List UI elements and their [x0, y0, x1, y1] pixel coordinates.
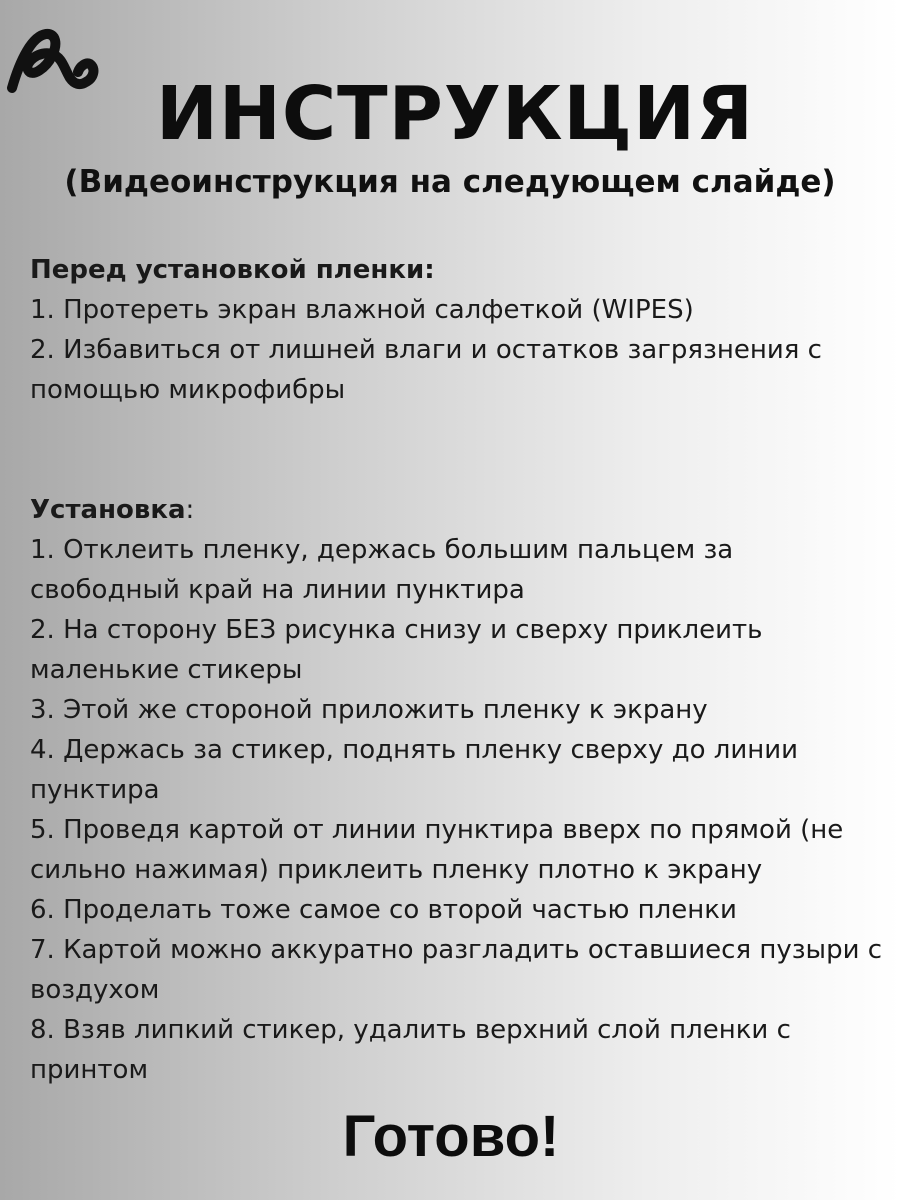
- section-spacer: [30, 410, 890, 490]
- page-subtitle: (Видеоинструкция на следующем слайде): [64, 164, 836, 200]
- installation-heading: [30, 490, 890, 530]
- before-installation-section: [30, 250, 890, 410]
- install-step-8: 8. Взяв липкий стикер, удалить верхний слой пленки с принтом: [30, 1015, 791, 1085]
- install-step-1: 1. Отклеить пленку, держась большим пальцем за свободный край на линии пунктира: [30, 535, 734, 605]
- done-label: Готово!: [342, 1104, 560, 1169]
- before-installation-heading: Перед установкой пленки:: [30, 255, 435, 285]
- page-title: ИНСТРУКЦИЯ: [156, 71, 754, 157]
- install-step-2: 2. На сторону БЕЗ рисунка снизу и сверху приклеить маленькие стикеры: [30, 615, 763, 685]
- install-step-3: 3. Этой же стороной приложить пленку к экрану: [30, 695, 708, 725]
- install-step-4: 4. Держась за стикер, поднять пленку сверху до линии пунктира: [30, 735, 799, 805]
- install-step-5: 5. Проведя картой от линии пунктира вверх по прямой (не сильно нажимая) приклеить пленку плотно к экрану: [30, 815, 844, 885]
- before-step-2: 2. Избавиться от лишней влаги и остатков загрязнения с помощью микрофибры: [30, 335, 822, 405]
- installation-heading-colon: :: [185, 495, 195, 525]
- install-step-6: 6. Проделать тоже самое со второй частью пленки: [30, 895, 737, 925]
- installation-heading-text: Установка: [30, 495, 186, 525]
- installation-section: [30, 490, 890, 1090]
- instructions-body: [30, 250, 890, 1090]
- install-step-7: 7. Картой можно аккуратно разгладить оставшиеся пузыри с воздухом: [30, 935, 883, 1005]
- before-step-1: 1. Протереть экран влажной салфеткой (WIPES): [30, 295, 694, 325]
